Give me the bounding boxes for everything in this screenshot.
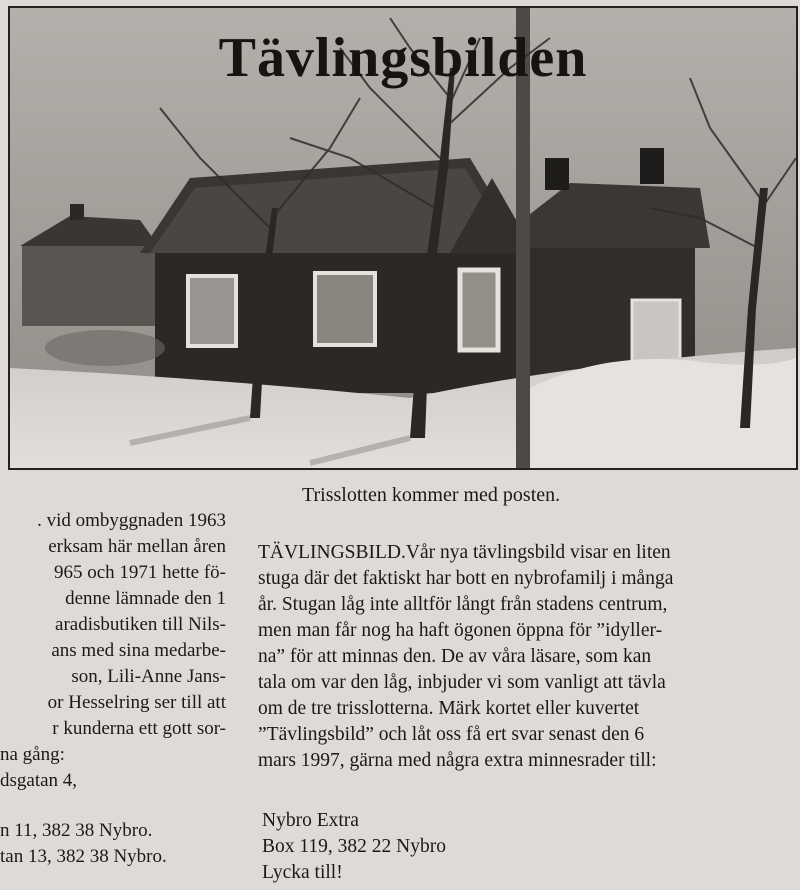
text-line: r kunderna ett gott sor- bbox=[52, 718, 226, 739]
text-line: tan 13, 382 38 Nybro. bbox=[0, 846, 167, 867]
text-line: erksam här mellan åren bbox=[48, 536, 226, 557]
left-column-text bbox=[0, 508, 226, 870]
article-body bbox=[258, 540, 778, 774]
article-line: men man får nog ha haft ögonen öppna för ”idyller- bbox=[258, 620, 663, 641]
text-line: ans med sina medarbe- bbox=[51, 640, 226, 661]
article-line: na” för att minnas den. De av våra läsare, som kan bbox=[258, 646, 652, 667]
address-line: Nybro Extra bbox=[262, 810, 359, 831]
text-line: n 11, 382 38 Nybro. bbox=[0, 820, 153, 841]
article-line: mars 1997, gärna med några extra minnesrader till: bbox=[258, 750, 657, 771]
text-line: denne lämnade den 1 bbox=[65, 588, 226, 609]
text-line: dsgatan 4, bbox=[0, 770, 78, 791]
photo-caption: Trisslotten kommer med posten. bbox=[302, 484, 561, 506]
article-line: tala om var den låg, inbjuder vi som vanligt att tävla bbox=[258, 672, 666, 693]
text-line: na gång: bbox=[0, 744, 65, 765]
faint-column-text bbox=[548, 440, 553, 462]
article-line: ”Tävlingsbild” och låt oss få ert svar senast den 6 bbox=[258, 724, 645, 745]
address-block bbox=[262, 808, 446, 886]
article-line: TÄVLINGSBILD.Vår nya tävlingsbild visar en liten bbox=[258, 542, 671, 563]
text-line: son, Lili-Anne Jans- bbox=[71, 666, 226, 687]
article-line: om de tre trisslotterna. Märk kortet eller kuvertet bbox=[258, 698, 640, 719]
headline: Tävlingsbilden bbox=[218, 27, 588, 89]
address-line: Box 119, 382 22 Nybro bbox=[262, 836, 446, 857]
text-line: 965 och 1971 hette fö- bbox=[53, 562, 226, 583]
text-line bbox=[0, 794, 226, 818]
contest-photo bbox=[8, 6, 798, 470]
address-line: Lycka till! bbox=[262, 862, 343, 883]
article-line: stuga där det faktiskt har bott en nybrofamilj i många bbox=[258, 568, 674, 589]
text-line: . vid ombyggnaden 1963 bbox=[37, 510, 226, 531]
article-line: år. Stugan låg inte alltför långt från stadens centrum, bbox=[258, 594, 668, 615]
text-line: aradisbutiken till Nils- bbox=[55, 614, 226, 635]
text-line: or Hesselring ser till att bbox=[47, 692, 226, 713]
